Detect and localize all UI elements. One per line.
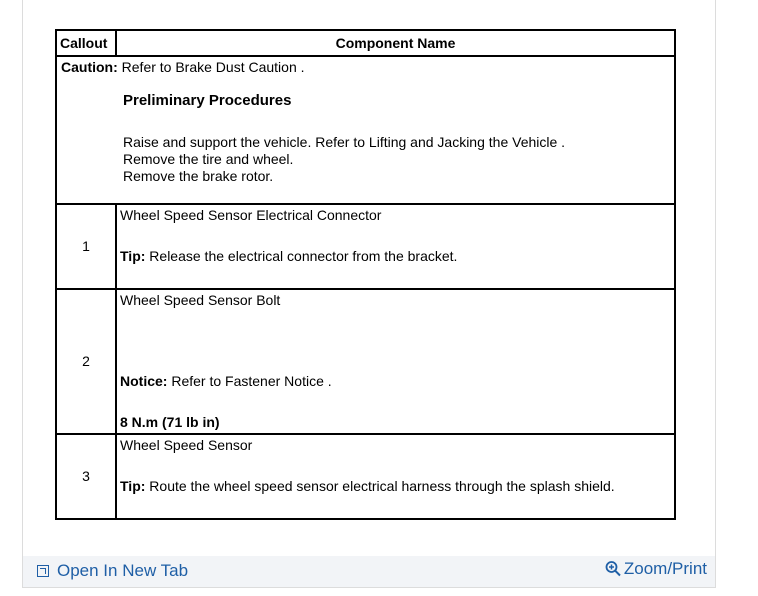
table-row — [56, 434, 675, 519]
preliminary-step: Remove the brake rotor. — [123, 168, 274, 184]
note-label: Tip: — [120, 248, 146, 264]
note-text: Release the electrical connector from the bracket. — [149, 248, 458, 264]
note-text: Refer to Fastener Notice . — [171, 373, 332, 389]
component-name: Wheel Speed Sensor Electrical Connector — [120, 207, 382, 223]
callout-number: 1 — [56, 204, 116, 289]
caution-row — [56, 56, 675, 204]
zoom-print-label: Zoom/Print — [623, 559, 707, 578]
preliminary-procedures — [61, 92, 670, 185]
zoom-print-link[interactable] — [605, 558, 707, 580]
component-cell — [116, 434, 675, 519]
component-note — [120, 248, 671, 265]
component-cell — [116, 289, 675, 434]
preliminary-step: Remove the tire and wheel. — [123, 151, 294, 167]
document-frame — [22, 0, 716, 588]
document-footer — [23, 556, 715, 587]
preliminary-heading: Preliminary Procedures — [123, 92, 292, 109]
table-row — [56, 204, 675, 289]
table-header-row — [56, 30, 675, 56]
caution-label: Caution: — [61, 59, 118, 75]
callout-header: Callout — [56, 30, 116, 56]
open-in-new-tab-label: Open In New Tab — [57, 561, 189, 580]
component-name-header: Component Name — [116, 30, 675, 56]
component-name: Wheel Speed Sensor — [120, 437, 253, 453]
component-table — [55, 29, 676, 520]
callout-number: 3 — [56, 434, 116, 519]
component-note — [120, 373, 671, 390]
note-label: Notice: — [120, 373, 168, 389]
component-name: Wheel Speed Sensor Bolt — [120, 292, 281, 308]
note-text: Route the wheel speed sensor electrical harness through the splash shield. — [149, 478, 615, 494]
open-external-icon — [37, 565, 49, 577]
magnifier-plus-icon — [605, 558, 621, 580]
table-row — [56, 289, 675, 434]
caution-cell — [56, 56, 675, 204]
torque-spec: 8 N.m (71 lb in) — [120, 414, 220, 430]
caution-text: Refer to Brake Dust Caution . — [121, 59, 305, 75]
caution-line — [61, 59, 670, 76]
callout-number: 2 — [56, 289, 116, 434]
open-in-new-tab-link[interactable] — [37, 561, 188, 581]
component-note — [120, 478, 671, 495]
preliminary-step: Raise and support the vehicle. Refer to Lifting and Jacking the Vehicle . — [123, 134, 566, 150]
component-cell — [116, 204, 675, 289]
note-label: Tip: — [120, 478, 146, 494]
